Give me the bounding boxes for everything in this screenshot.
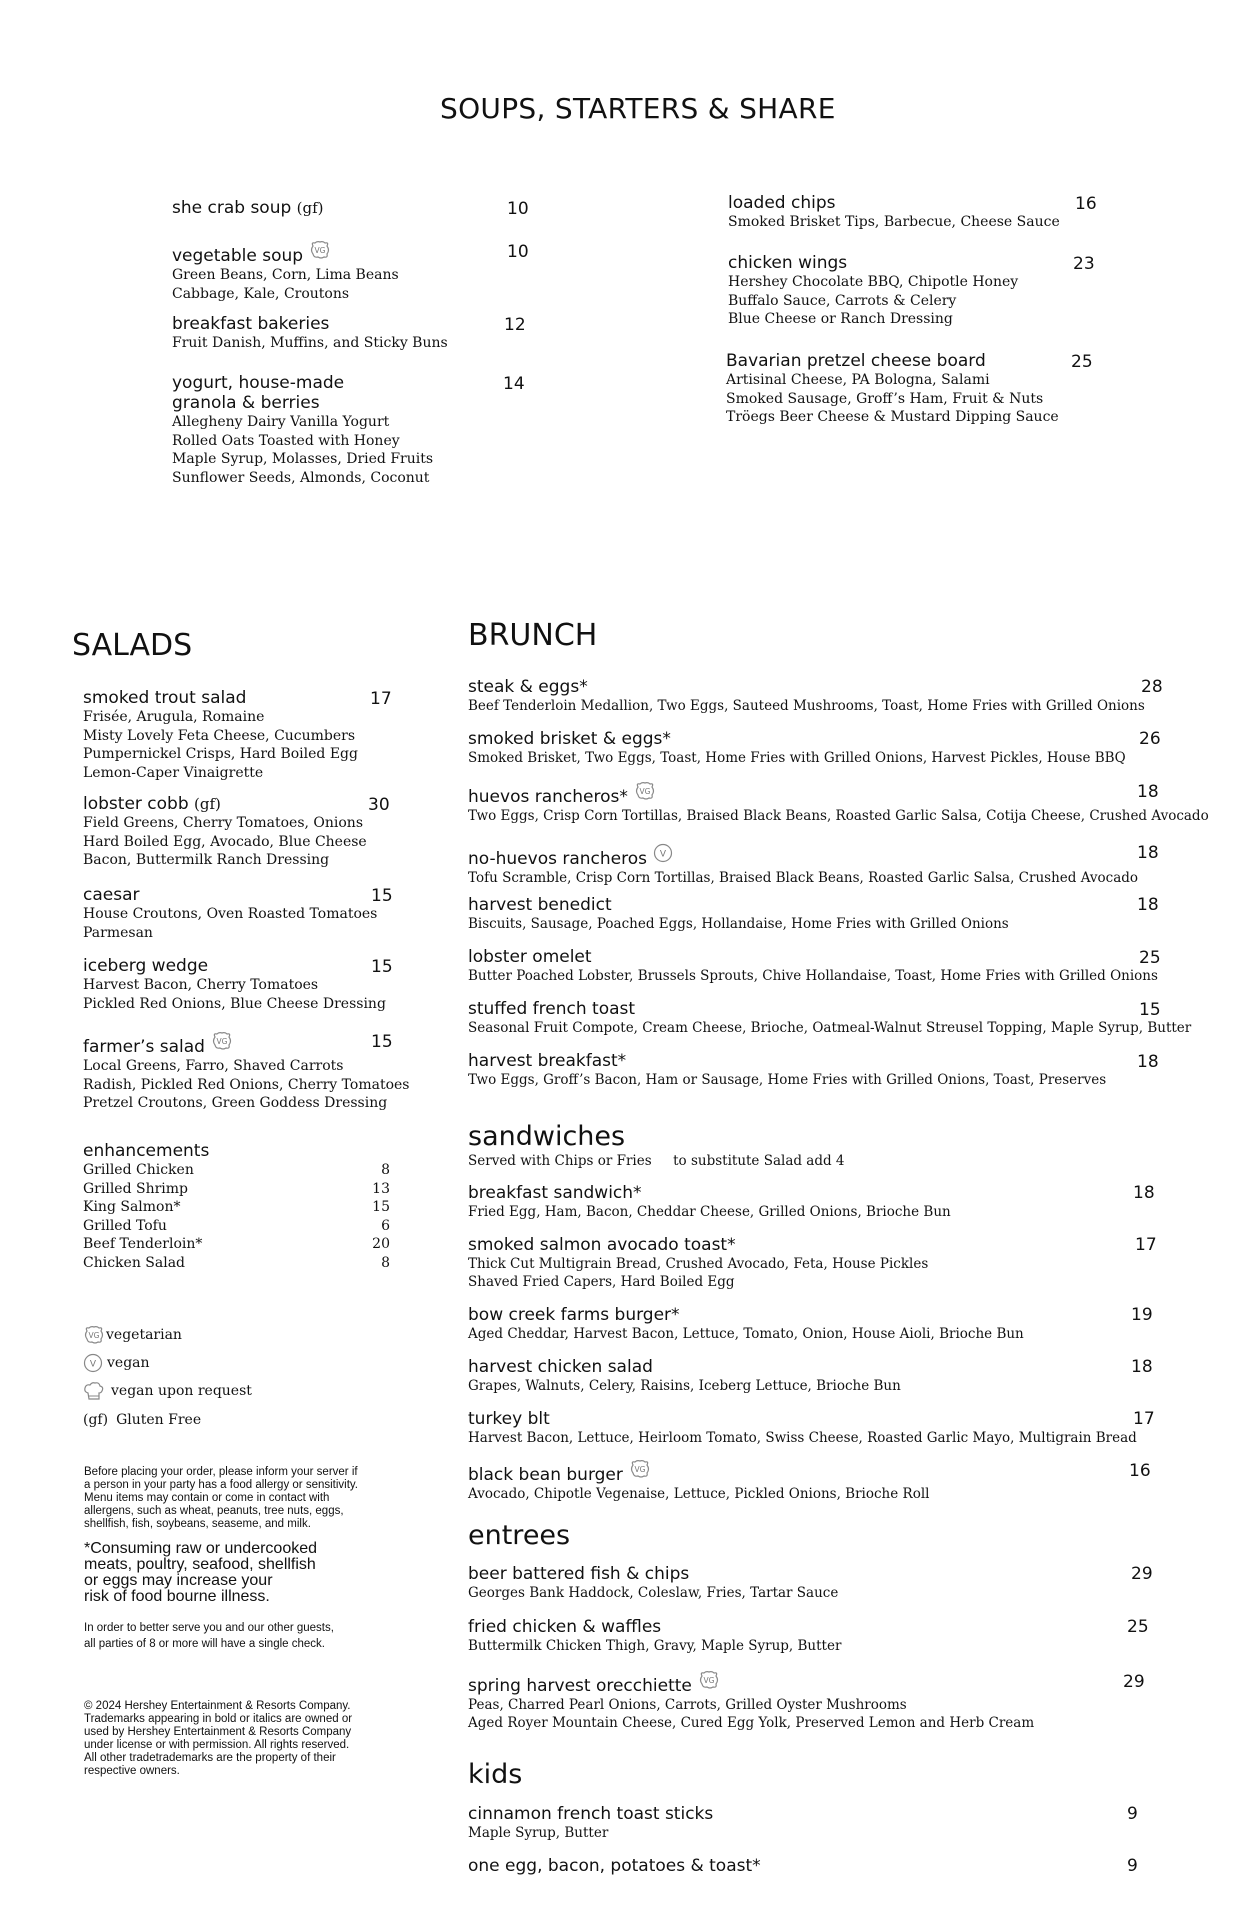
enhancement-row (83, 1217, 390, 1236)
raw-food-notice (84, 1541, 317, 1605)
item-desc: Local Greens, Farro, Shaved Carrots (83, 1058, 344, 1074)
item-name: iceberg wedge (83, 956, 209, 976)
menu-item (83, 956, 386, 1013)
item-name: turkey blt (468, 1409, 550, 1429)
menu-item (468, 781, 1209, 825)
enhancement-name: Beef Tenderloin* (83, 1236, 203, 1252)
item-desc: Beef Tenderloin Medallion, Two Eggs, Sauteed Mushrooms, Toast, Home Fries with Grilled Onions (468, 698, 1145, 714)
item-price: 15 (371, 886, 393, 906)
item-name: one egg, bacon, potatoes & toast* (468, 1856, 761, 1876)
item-price: 25 (1139, 948, 1161, 968)
enhancement-row (83, 1235, 390, 1254)
item-desc: Pickled Red Onions, Blue Cheese Dressing (83, 995, 386, 1012)
kids-heading: kids (468, 1759, 523, 1790)
enhancement-row (83, 1254, 390, 1273)
notice-line: Trademarks appearing in bold or italics are owned or (84, 1713, 353, 1725)
item-name: caesar (83, 885, 140, 905)
item-desc: Buffalo Sauce, Carrots & Celery (728, 292, 957, 309)
item-desc: Frisée, Arugula, Romaine (83, 709, 265, 725)
item-desc: Green Beans, Corn, Lima Beans (172, 267, 399, 283)
enhancement-row (83, 1161, 390, 1180)
brunch-heading: BRUNCH (468, 618, 598, 653)
item-name: she crab soup (172, 198, 292, 218)
gf-tag: (gf) (83, 1412, 109, 1428)
item-desc: Grapes, Walnuts, Celery, Raisins, Iceberg Lettuce, Brioche Bun (468, 1378, 901, 1394)
enhancement-name: King Salmon* (83, 1199, 181, 1215)
menu-item (468, 1617, 841, 1655)
menu-item (468, 1409, 1137, 1447)
item-name: breakfast sandwich* (468, 1183, 642, 1203)
enhancement-row (83, 1198, 390, 1217)
enhancement-price: 13 (372, 1180, 390, 1197)
menu-item (468, 1305, 1024, 1343)
gf-tag: (gf) (296, 199, 324, 217)
vegetarian-icon (629, 1459, 651, 1479)
notice-line: In order to better serve you and our other guests, (84, 1622, 334, 1634)
item-name: harvest chicken salad (468, 1357, 653, 1377)
menu-item (468, 895, 1009, 933)
legend-vegan (83, 1353, 150, 1373)
menu-item (468, 843, 1138, 887)
vegetarian-icon (634, 781, 656, 801)
item-desc: Peas, Charred Pearl Onions, Carrots, Grilled Oyster Mushrooms (468, 1697, 907, 1713)
item-desc: Maple Syrup, Molasses, Dried Fruits (172, 451, 434, 467)
item-desc: Tröegs Beer Cheese & Mustard Dipping Sauce (726, 409, 1059, 425)
enhancements-heading: enhancements (83, 1141, 210, 1161)
menu-item (468, 1856, 761, 1876)
menu-item (726, 351, 1059, 427)
item-desc: Seasonal Fruit Compote, Cream Cheese, Brioche, Oatmeal-Walnut Streusel Topping, Maple Syrup, Butter (468, 1020, 1192, 1036)
item-price: 18 (1137, 782, 1159, 802)
menu-item (83, 885, 377, 942)
legend-label: vegan upon request (111, 1383, 252, 1399)
item-price: 14 (503, 374, 525, 394)
menu-item (172, 198, 324, 218)
enhancement-price: 6 (381, 1217, 390, 1234)
item-name: cinnamon french toast sticks (468, 1804, 714, 1824)
notice-line: shellfish, fish, soybeans, seaseme, and milk. (84, 1518, 311, 1530)
legend-label: vegetarian (106, 1327, 182, 1343)
vegetarian-icon (309, 240, 331, 260)
item-price: 18 (1131, 1357, 1153, 1377)
notice-line: All other tradetrademarks are the property of their (84, 1752, 336, 1764)
item-desc: Parmesan (83, 924, 153, 941)
item-name: lobster cobb (83, 794, 189, 814)
item-name: stuffed french toast (468, 999, 636, 1019)
menu-item (468, 947, 1158, 985)
item-desc: House Croutons, Oven Roasted Tomatoes (83, 906, 378, 922)
notice-line: meats, poultry, seafood, shellfish (84, 1556, 316, 1573)
item-name: lobster omelet (468, 947, 592, 967)
item-name: no-huevos rancheros (468, 849, 647, 869)
item-price: 25 (1071, 352, 1093, 372)
item-desc: Rolled Oats Toasted with Honey (172, 432, 400, 449)
item-price: 18 (1137, 843, 1159, 863)
item-desc: Hard Boiled Egg, Avocado, Blue Cheese (83, 833, 367, 850)
item-price: 12 (504, 315, 526, 335)
item-price: 26 (1139, 729, 1161, 749)
item-desc: Cabbage, Kale, Croutons (172, 285, 350, 302)
menu-item (172, 240, 399, 303)
item-name: huevos rancheros* (468, 787, 628, 807)
notice-line: a person in your party has a food allergy or sensitivity. (84, 1479, 359, 1491)
item-desc: Fried Egg, Ham, Bacon, Cheddar Cheese, Grilled Onions, Brioche Bun (468, 1204, 951, 1220)
item-desc: Smoked Brisket, Two Eggs, Toast, Home Fries with Grilled Onions, Harvest Pickles, House BBQ (468, 750, 1126, 766)
item-name: breakfast bakeries (172, 314, 330, 334)
item-price: 30 (368, 795, 390, 815)
legend-vegan-request (83, 1381, 252, 1401)
item-price: 16 (1075, 194, 1097, 214)
item-price: 17 (1133, 1409, 1155, 1429)
notice-line: risk of food bourne illness. (84, 1588, 270, 1605)
item-name: fried chicken & waffles (468, 1617, 662, 1637)
item-name: chicken wings (728, 253, 848, 273)
enhancement-name: Grilled Tofu (83, 1217, 167, 1234)
vegetarian-icon (698, 1670, 720, 1690)
gf-tag: (gf) (194, 795, 221, 813)
enhancement-row (83, 1180, 390, 1199)
item-name: smoked brisket & eggs* (468, 729, 671, 749)
menu-item (468, 1804, 713, 1842)
item-name: yogurt, house-made (172, 373, 345, 393)
enhancement-name: Grilled Shrimp (83, 1180, 189, 1197)
item-price: 29 (1123, 1672, 1145, 1692)
item-price: 18 (1133, 1183, 1155, 1203)
notice-line: Before placing your order, please inform your server if (84, 1466, 358, 1478)
notice-line: or eggs may increase your (84, 1572, 273, 1589)
item-desc: Bacon, Buttermilk Ranch Dressing (83, 852, 330, 868)
item-name: spring harvest orecchiette (468, 1676, 692, 1696)
menu-item (83, 688, 358, 782)
item-desc: Lemon-Caper Vinaigrette (83, 764, 264, 781)
item-name: harvest breakfast* (468, 1051, 627, 1071)
notice-line: Menu items may contain or come in contact with (84, 1492, 330, 1504)
item-name: steak & eggs* (468, 677, 588, 697)
item-desc: Aged Royer Mountain Cheese, Cured Egg Yolk, Preserved Lemon and Herb Cream (468, 1715, 1035, 1731)
item-name: harvest benedict (468, 895, 612, 915)
item-price: 18 (1137, 1052, 1159, 1072)
vegetarian-icon (83, 1325, 105, 1345)
item-name: farmer’s salad (83, 1037, 205, 1057)
item-price: 29 (1131, 1564, 1153, 1584)
item-desc: Two Eggs, Groff’s Bacon, Ham or Sausage, Home Fries with Grilled Onions, Toast, Preserves (468, 1072, 1107, 1088)
enhancement-price: 15 (372, 1199, 390, 1215)
menu-item (468, 1183, 951, 1221)
vegan-icon (83, 1353, 103, 1373)
enhancement-name: Chicken Salad (83, 1254, 186, 1271)
item-price: 17 (1135, 1235, 1157, 1255)
item-price: 17 (370, 689, 392, 709)
item-name: loaded chips (728, 193, 836, 213)
item-desc: Allegheny Dairy Vanilla Yogurt (172, 414, 390, 430)
menu-item (728, 253, 1018, 329)
item-name: smoked trout salad (83, 688, 247, 708)
legend-label: Gluten Free (116, 1412, 202, 1428)
item-price: 9 (1127, 1804, 1138, 1824)
item-desc: Blue Cheese or Ranch Dressing (728, 311, 953, 327)
menu-item (468, 1357, 901, 1395)
item-desc: Aged Cheddar, Harvest Bacon, Lettuce, Tomato, Onion, House Aioli, Brioche Bun (468, 1326, 1024, 1342)
menu-item (468, 677, 1145, 715)
menu-item (468, 999, 1191, 1037)
legend-label: vegan (107, 1355, 150, 1371)
item-price: 9 (1127, 1856, 1138, 1876)
item-desc: Butter Poached Lobster, Brussels Sprouts, Chive Hollandaise, Toast, Home Fries with Grilled Onions (468, 968, 1158, 984)
sandwiches-note: Served with Chips or Fries to substitute Salad add 4 (468, 1153, 845, 1169)
item-desc: Pumpernickel Crisps, Hard Boiled Egg (83, 746, 358, 762)
item-desc: Tofu Scramble, Crisp Corn Tortillas, Braised Black Beans, Roasted Garlic Salsa, Crushed Avocado (468, 870, 1139, 886)
notice-line: *Consuming raw or undercooked (84, 1540, 318, 1557)
item-desc: Thick Cut Multigrain Bread, Crushed Avocado, Feta, House Pickles (468, 1256, 929, 1272)
enhancement-price: 8 (381, 1162, 390, 1178)
item-desc: Field Greens, Cherry Tomatoes, Onions (83, 815, 363, 831)
legend-vegetarian (83, 1325, 182, 1345)
item-desc: Pretzel Croutons, Green Goddess Dressing (83, 1095, 388, 1111)
item-price: 25 (1127, 1617, 1149, 1637)
notice-line: used by Hershey Entertainment & Resorts Company (84, 1726, 352, 1738)
menu-item (468, 1564, 838, 1602)
item-desc: Avocado, Chipotle Vegenaise, Lettuce, Pickled Onions, Brioche Roll (468, 1486, 930, 1502)
item-price: 10 (507, 199, 529, 219)
item-desc: Smoked Brisket Tips, Barbecue, Cheese Sauce (728, 214, 1060, 230)
allergy-notice (84, 1466, 358, 1531)
sandwiches-section (468, 1121, 845, 1170)
item-price: 19 (1131, 1305, 1153, 1325)
menu-item (172, 314, 448, 353)
item-name: black bean burger (468, 1465, 623, 1485)
menu-item (728, 193, 1060, 232)
notice-line: respective owners. (84, 1765, 180, 1777)
page-title: SOUPS, STARTERS & SHARE (440, 92, 836, 125)
chef-hat-icon (83, 1381, 105, 1401)
menu-item (83, 794, 367, 870)
sandwiches-heading: sandwiches (468, 1121, 626, 1152)
item-desc: Biscuits, Sausage, Poached Eggs, Hollandaise, Home Fries with Grilled Onions (468, 916, 1009, 932)
item-desc: Harvest Bacon, Cherry Tomatoes (83, 977, 319, 993)
entrees-heading: entrees (468, 1520, 571, 1551)
copyright-notice (84, 1700, 352, 1778)
item-desc: Shaved Fried Capers, Hard Boiled Egg (468, 1274, 735, 1290)
item-price: 15 (371, 957, 393, 977)
menu-item (468, 1459, 929, 1503)
item-price: 10 (507, 242, 529, 262)
item-name: Bavarian pretzel cheese board (726, 351, 986, 371)
item-desc: Fruit Danish, Muffins, and Sticky Buns (172, 335, 448, 351)
item-desc: Smoked Sausage, Groff’s Ham, Fruit & Nuts (726, 390, 1044, 407)
vegan-icon (653, 843, 673, 863)
item-name: smoked salmon avocado toast* (468, 1235, 736, 1255)
item-name: beer battered fish & chips (468, 1564, 690, 1584)
menu-item (172, 373, 433, 487)
menu-item (468, 729, 1126, 767)
vegetarian-icon (211, 1031, 233, 1051)
item-price: 15 (371, 1032, 393, 1052)
notice-line: © 2024 Hershey Entertainment & Resorts Company. (84, 1700, 351, 1712)
enhancement-name: Grilled Chicken (83, 1162, 194, 1178)
item-name-line2: granola & berries (172, 393, 320, 413)
menu-item (468, 1670, 1034, 1732)
enhancement-price: 8 (381, 1254, 390, 1271)
item-name: bow creek farms burger* (468, 1305, 680, 1325)
item-price: 23 (1073, 254, 1095, 274)
legend-gluten-free (83, 1412, 201, 1428)
salads-heading: SALADS (72, 628, 193, 663)
enhancement-price: 20 (372, 1236, 390, 1252)
menu-item (83, 1031, 409, 1113)
enhancements (83, 1141, 390, 1272)
item-price: 15 (1139, 1000, 1161, 1020)
item-name: vegetable soup (172, 246, 304, 266)
item-desc: Sunflower Seeds, Almonds, Coconut (172, 469, 430, 486)
notice-line: all parties of 8 or more will have a single check. (84, 1638, 325, 1650)
item-desc: Georges Bank Haddock, Coleslaw, Fries, Tartar Sauce (468, 1585, 839, 1601)
party-notice (84, 1620, 334, 1652)
item-desc: Artisinal Cheese, PA Bologna, Salami (726, 372, 990, 388)
item-price: 18 (1137, 895, 1159, 915)
item-price: 28 (1141, 677, 1163, 697)
item-desc: Buttermilk Chicken Thigh, Gravy, Maple Syrup, Butter (468, 1638, 842, 1654)
item-desc: Hershey Chocolate BBQ, Chipotle Honey (728, 274, 1019, 290)
item-desc: Maple Syrup, Butter (468, 1825, 609, 1841)
item-price: 16 (1129, 1461, 1151, 1481)
item-desc: Radish, Pickled Red Onions, Cherry Tomatoes (83, 1076, 410, 1093)
item-desc: Harvest Bacon, Lettuce, Heirloom Tomato, Swiss Cheese, Roasted Garlic Mayo, Multigrain Bread (468, 1430, 1137, 1446)
item-desc: Misty Lovely Feta Cheese, Cucumbers (83, 727, 356, 744)
item-desc: Two Eggs, Crisp Corn Tortillas, Braised Black Beans, Roasted Garlic Salsa, Cotija Cheese, Crushed Avocado (468, 808, 1209, 824)
menu-item (468, 1235, 928, 1291)
notice-line: under license or with permission. All rights reserved. (84, 1739, 350, 1751)
menu-item (468, 1051, 1106, 1089)
notice-line: allergens, such as wheat, peanuts, tree nuts, eggs, (84, 1505, 344, 1517)
